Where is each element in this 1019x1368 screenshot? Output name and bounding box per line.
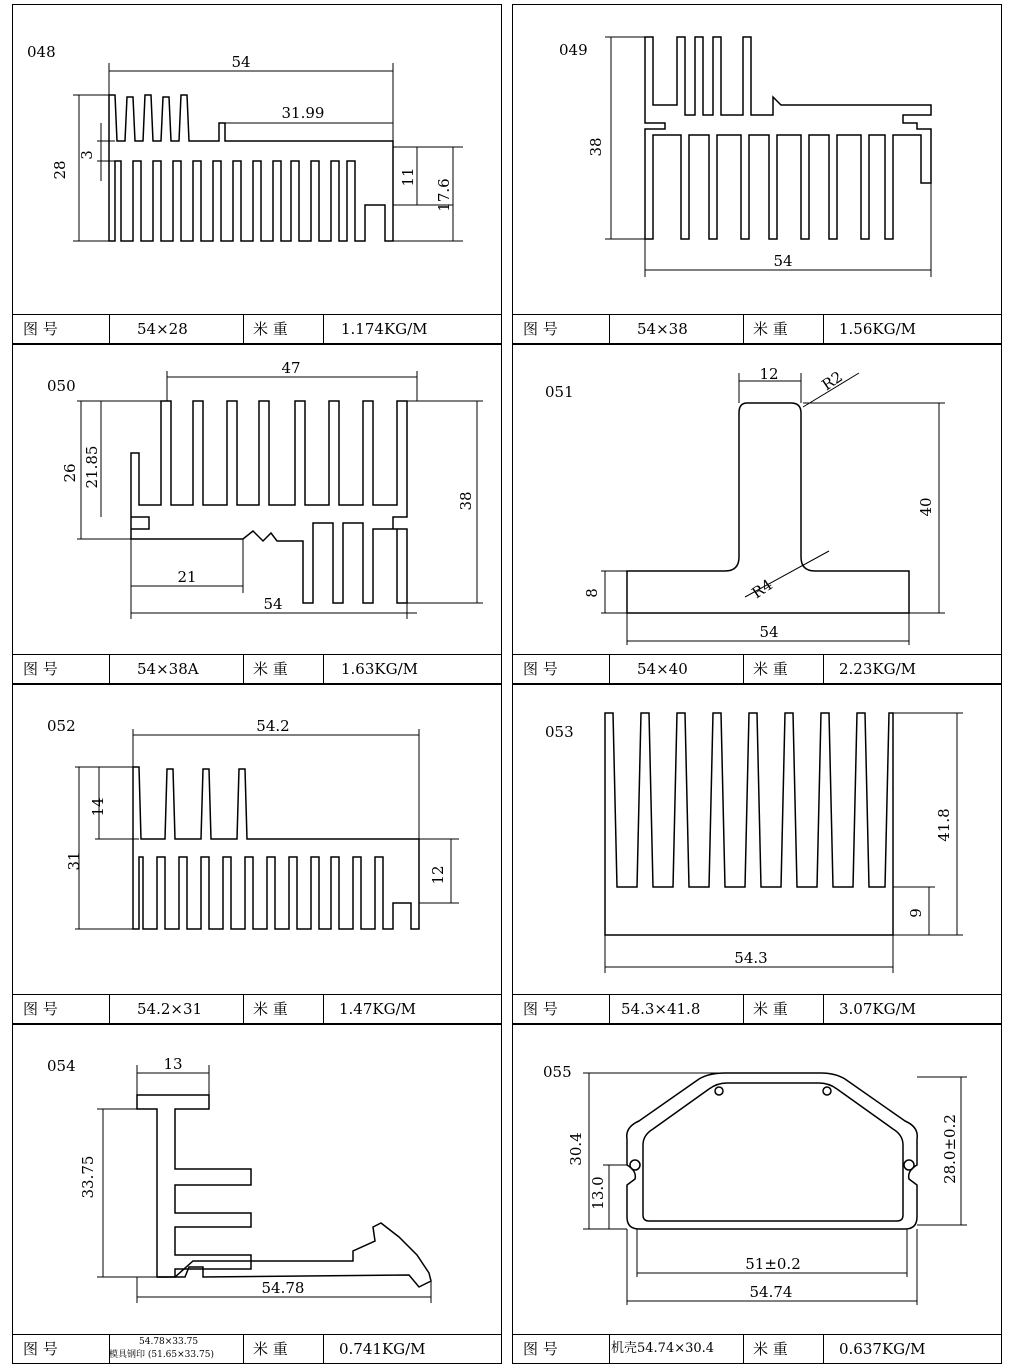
model-value: 54×38A [137,660,199,678]
dim-055-inner-width: 51±0.2 [745,1255,801,1273]
dim-055-width: 54.74 [749,1283,793,1301]
weight-value: 1.56KG/M [839,320,916,338]
label-model: 图 号 [23,320,58,338]
profile-code: 050 [47,377,76,395]
label-weight: 米 重 [253,1340,288,1358]
profile-code: 049 [559,41,588,59]
panel-048 [12,4,502,344]
dim-048-web: 3 [78,150,96,160]
caption-row [513,1334,1001,1363]
profile-code: 054 [47,1057,76,1075]
panel-052 [12,684,502,1024]
dim-049-width: 54 [773,252,793,270]
model-value: 54×28 [137,320,188,338]
profile-drawing-053 [513,685,1003,1025]
dim-048-height: 28 [51,160,69,180]
model-value: 54.3×41.8 [621,1000,701,1018]
weight-value: 1.63KG/M [341,660,418,678]
dim-051-width: 54 [759,623,779,641]
dim-049-height: 38 [587,137,605,157]
label-model: 图 号 [23,660,58,678]
dim-050-left: 26 [61,463,79,483]
profile-drawing-050 [13,345,503,685]
weight-value: 3.07KG/M [839,1000,916,1018]
dim-055-lower: 13.0 [589,1176,607,1210]
dim-052-fin: 14 [89,797,107,817]
model-value: 54×38 [637,320,688,338]
dim-050-width: 54 [263,595,283,613]
profile-drawing-054 [13,1025,503,1365]
dim-048-width: 54 [231,53,251,71]
profile-code: 051 [545,383,574,401]
dim-051-base: 8 [583,588,601,598]
dim-053-height: 41.8 [935,808,953,842]
profile-drawing-051 [513,345,1003,685]
model-value: 机壳54.74×30.4 [611,1341,715,1356]
caption-row [13,314,501,343]
dim-050-fins: 47 [281,359,301,377]
dim-055-inner-height: 28.0±0.2 [941,1114,959,1184]
dim-055-height: 30.4 [567,1132,585,1166]
label-weight: 米 重 [753,1000,788,1018]
panel-055 [512,1024,1002,1364]
caption-row [13,654,501,683]
dim-052-right: 12 [429,865,447,885]
profile-code: 053 [545,723,574,741]
profile-code: 052 [47,717,76,735]
panel-049 [512,4,1002,344]
label-weight: 米 重 [753,1340,788,1358]
label-weight: 米 重 [753,320,788,338]
label-model: 图 号 [523,1340,558,1358]
model-value: 54.2×31 [137,1000,203,1018]
dim-051-r4: R4 [748,575,776,603]
label-model: 图 号 [523,1000,558,1018]
label-model: 图 号 [523,660,558,678]
label-model: 图 号 [23,1340,58,1358]
weight-value: 0.637KG/M [839,1340,926,1358]
dim-052-height: 31 [65,851,83,871]
dim-051-height: 40 [917,497,935,517]
profile-code: 048 [27,43,56,61]
weight-value: 1.174KG/M [341,320,428,338]
weight-value: 0.741KG/M [339,1340,426,1358]
dim-051-top: 12 [759,365,779,383]
dim-048-flat: 31.99 [281,104,325,122]
label-weight: 米 重 [253,320,288,338]
weight-value: 1.47KG/M [339,1000,416,1018]
label-model: 图 号 [23,1000,58,1018]
dim-054-width: 54.78 [261,1279,305,1297]
model-sub-value: 模具钢印 (51.65×33.75) [109,1350,214,1360]
label-model: 图 号 [523,320,558,338]
dim-050-inner: 21.85 [83,445,101,489]
profile-drawing-055 [513,1025,1003,1365]
dim-053-width: 54.3 [734,949,768,967]
profile-code: 055 [543,1063,572,1081]
label-weight: 米 重 [253,660,288,678]
dim-048-right: 17.6 [435,178,453,212]
model-value: 54×40 [637,660,688,678]
panel-053 [512,684,1002,1024]
caption-row [513,994,1001,1023]
panel-050 [12,344,502,684]
dim-054-height: 33.75 [79,1155,97,1199]
dim-051-r2: R2 [818,367,846,395]
dim-054-top: 13 [163,1055,183,1073]
profile-drawing-052 [13,685,503,1025]
panel-051 [512,344,1002,684]
caption-row [513,654,1001,683]
dim-048-lip: 11 [399,167,417,187]
dim-050-height: 38 [457,491,475,511]
caption-row [513,314,1001,343]
dim-050-slot: 21 [177,568,197,586]
label-weight: 米 重 [753,660,788,678]
model-value: 54.78×33.75 [139,1337,199,1347]
dim-052-width: 54.2 [256,717,290,735]
label-weight: 米 重 [253,1000,288,1018]
weight-value: 2.23KG/M [839,660,916,678]
dim-053-base: 9 [907,908,925,918]
profile-drawing-048 [13,5,503,345]
caption-row [13,1334,501,1363]
panel-054 [12,1024,502,1364]
caption-row [13,994,501,1023]
